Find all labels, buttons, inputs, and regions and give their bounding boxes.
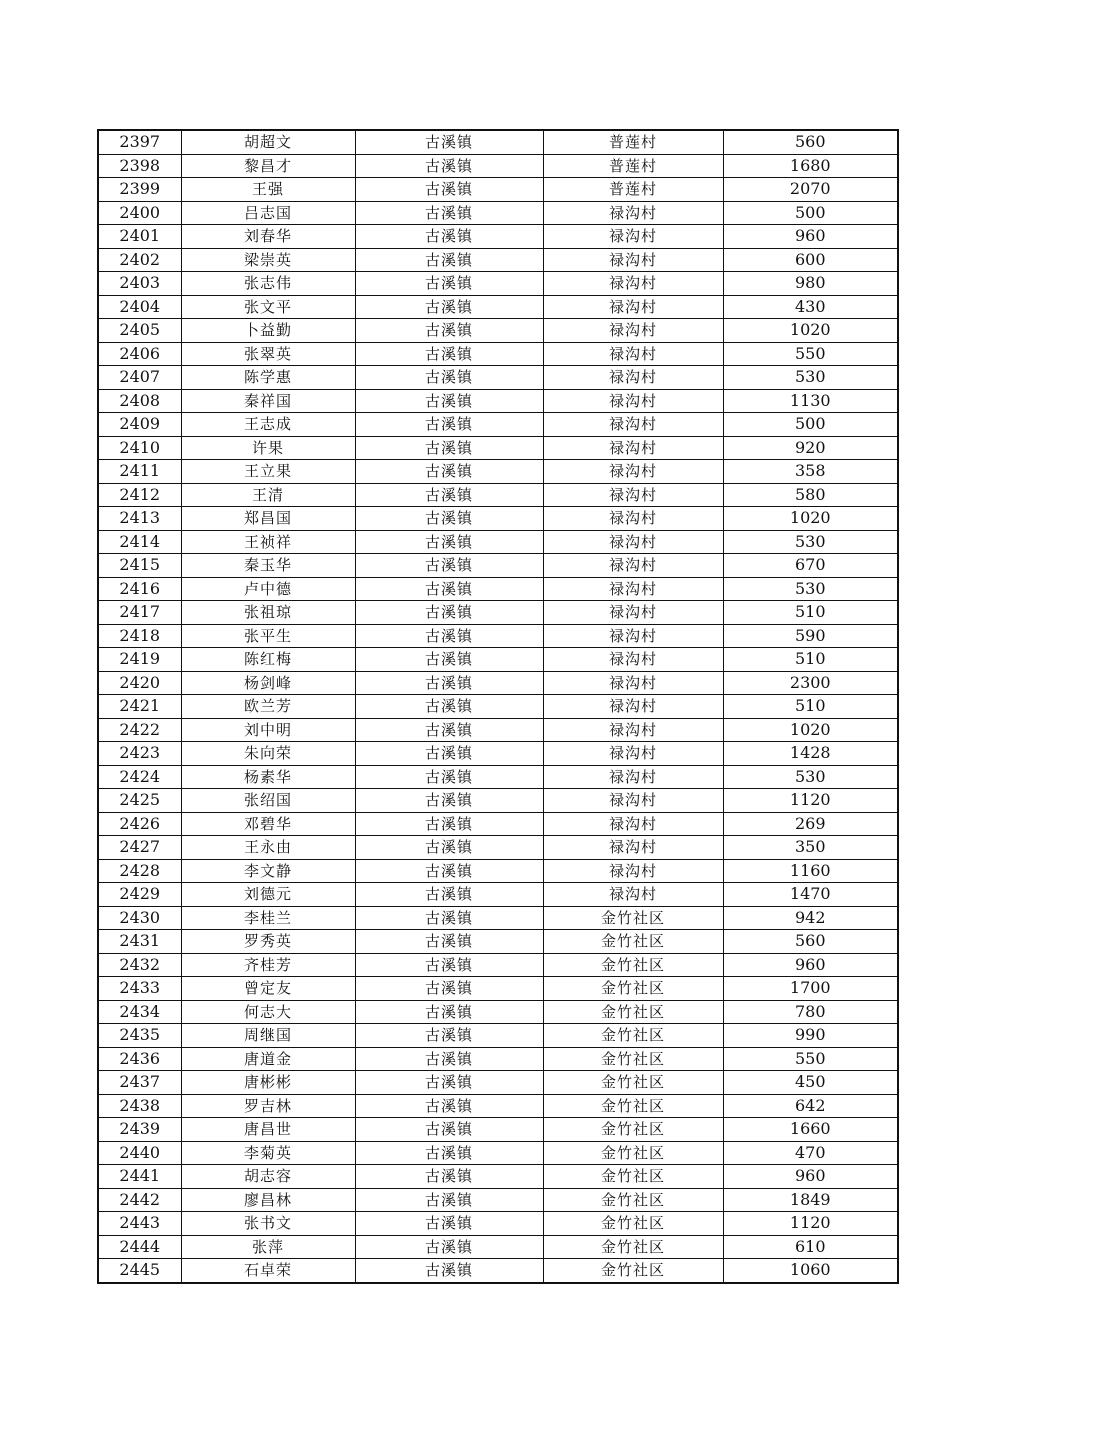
person-name-cell: 欧兰芳 (181, 695, 355, 719)
amount-cell: 1060 (723, 1259, 898, 1283)
table-row (98, 953, 898, 977)
person-name-cell: 何志大 (181, 1000, 355, 1024)
person-name-cell: 曾定友 (181, 977, 355, 1001)
row-number-cell: 2441 (98, 1165, 181, 1189)
table-row (98, 1259, 898, 1283)
table-row (98, 1000, 898, 1024)
person-name-cell: 廖昌林 (181, 1188, 355, 1212)
person-name-cell: 张萍 (181, 1235, 355, 1259)
village-cell: 普莲村 (543, 154, 723, 178)
town-cell: 古溪镇 (355, 789, 543, 813)
town-cell: 古溪镇 (355, 1000, 543, 1024)
table-row (98, 695, 898, 719)
village-cell: 金竹社区 (543, 930, 723, 954)
table-row (98, 201, 898, 225)
amount-cell: 942 (723, 906, 898, 930)
village-cell: 金竹社区 (543, 1141, 723, 1165)
amount-cell: 670 (723, 554, 898, 578)
town-cell: 古溪镇 (355, 507, 543, 531)
table-row (98, 319, 898, 343)
row-number-cell: 2421 (98, 695, 181, 719)
amount-cell: 980 (723, 272, 898, 296)
row-number-cell: 2418 (98, 624, 181, 648)
table-row (98, 812, 898, 836)
amount-cell: 500 (723, 413, 898, 437)
town-cell: 古溪镇 (355, 248, 543, 272)
person-name-cell: 王立果 (181, 460, 355, 484)
row-number-cell: 2410 (98, 436, 181, 460)
row-number-cell: 2427 (98, 836, 181, 860)
village-cell: 金竹社区 (543, 1000, 723, 1024)
amount-cell: 1660 (723, 1118, 898, 1142)
village-cell: 禄沟村 (543, 883, 723, 907)
table-row (98, 906, 898, 930)
town-cell: 古溪镇 (355, 718, 543, 742)
village-cell: 金竹社区 (543, 1047, 723, 1071)
row-number-cell: 2435 (98, 1024, 181, 1048)
town-cell: 古溪镇 (355, 577, 543, 601)
table-row (98, 389, 898, 413)
table-row (98, 225, 898, 249)
village-cell: 禄沟村 (543, 812, 723, 836)
amount-cell: 470 (723, 1141, 898, 1165)
row-number-cell: 2440 (98, 1141, 181, 1165)
town-cell: 古溪镇 (355, 601, 543, 625)
town-cell: 古溪镇 (355, 366, 543, 390)
town-cell: 古溪镇 (355, 130, 543, 154)
table-row (98, 836, 898, 860)
village-cell: 金竹社区 (543, 953, 723, 977)
row-number-cell: 2432 (98, 953, 181, 977)
person-name-cell: 石卓荣 (181, 1259, 355, 1283)
town-cell: 古溪镇 (355, 201, 543, 225)
person-name-cell: 梁崇英 (181, 248, 355, 272)
town-cell: 古溪镇 (355, 1024, 543, 1048)
village-cell: 禄沟村 (543, 366, 723, 390)
person-name-cell: 王志成 (181, 413, 355, 437)
table-row (98, 130, 898, 154)
table-row (98, 460, 898, 484)
person-name-cell: 罗吉林 (181, 1094, 355, 1118)
village-cell: 禄沟村 (543, 554, 723, 578)
roster-table (97, 129, 899, 1284)
town-cell: 古溪镇 (355, 671, 543, 695)
amount-cell: 600 (723, 248, 898, 272)
village-cell: 禄沟村 (543, 859, 723, 883)
town-cell: 古溪镇 (355, 1259, 543, 1283)
amount-cell: 560 (723, 930, 898, 954)
amount-cell: 500 (723, 201, 898, 225)
person-name-cell: 朱向荣 (181, 742, 355, 766)
town-cell: 古溪镇 (355, 1071, 543, 1095)
row-number-cell: 2417 (98, 601, 181, 625)
row-number-cell: 2403 (98, 272, 181, 296)
amount-cell: 530 (723, 765, 898, 789)
row-number-cell: 2402 (98, 248, 181, 272)
person-name-cell: 杨剑峰 (181, 671, 355, 695)
amount-cell: 2070 (723, 178, 898, 202)
town-cell: 古溪镇 (355, 1212, 543, 1236)
village-cell: 金竹社区 (543, 977, 723, 1001)
village-cell: 禄沟村 (543, 624, 723, 648)
row-number-cell: 2413 (98, 507, 181, 531)
table-row (98, 154, 898, 178)
town-cell: 古溪镇 (355, 812, 543, 836)
town-cell: 古溪镇 (355, 319, 543, 343)
table-row (98, 718, 898, 742)
row-number-cell: 2445 (98, 1259, 181, 1283)
table-row (98, 413, 898, 437)
table-row (98, 648, 898, 672)
row-number-cell: 2444 (98, 1235, 181, 1259)
row-number-cell: 2438 (98, 1094, 181, 1118)
row-number-cell: 2433 (98, 977, 181, 1001)
row-number-cell: 2414 (98, 530, 181, 554)
table-row (98, 178, 898, 202)
table-row (98, 1141, 898, 1165)
table-row (98, 1094, 898, 1118)
person-name-cell: 刘春华 (181, 225, 355, 249)
row-number-cell: 2424 (98, 765, 181, 789)
table-row (98, 1047, 898, 1071)
person-name-cell: 陈学惠 (181, 366, 355, 390)
town-cell: 古溪镇 (355, 1141, 543, 1165)
table-row (98, 1212, 898, 1236)
village-cell: 金竹社区 (543, 1118, 723, 1142)
table-row (98, 507, 898, 531)
village-cell: 金竹社区 (543, 1094, 723, 1118)
village-cell: 禄沟村 (543, 436, 723, 460)
amount-cell: 450 (723, 1071, 898, 1095)
amount-cell: 510 (723, 648, 898, 672)
person-name-cell: 唐彬彬 (181, 1071, 355, 1095)
row-number-cell: 2426 (98, 812, 181, 836)
row-number-cell: 2407 (98, 366, 181, 390)
row-number-cell: 2436 (98, 1047, 181, 1071)
amount-cell: 550 (723, 342, 898, 366)
town-cell: 古溪镇 (355, 154, 543, 178)
person-name-cell: 王祯祥 (181, 530, 355, 554)
town-cell: 古溪镇 (355, 530, 543, 554)
table-row (98, 1118, 898, 1142)
town-cell: 古溪镇 (355, 272, 543, 296)
table-row (98, 930, 898, 954)
town-cell: 古溪镇 (355, 1094, 543, 1118)
table-row (98, 1165, 898, 1189)
town-cell: 古溪镇 (355, 483, 543, 507)
row-number-cell: 2416 (98, 577, 181, 601)
amount-cell: 269 (723, 812, 898, 836)
table-row (98, 1071, 898, 1095)
village-cell: 禄沟村 (543, 601, 723, 625)
town-cell: 古溪镇 (355, 765, 543, 789)
table-row (98, 342, 898, 366)
row-number-cell: 2425 (98, 789, 181, 813)
village-cell: 金竹社区 (543, 1188, 723, 1212)
amount-cell: 550 (723, 1047, 898, 1071)
town-cell: 古溪镇 (355, 295, 543, 319)
amount-cell: 2300 (723, 671, 898, 695)
table-row (98, 601, 898, 625)
amount-cell: 780 (723, 1000, 898, 1024)
person-name-cell: 杨素华 (181, 765, 355, 789)
row-number-cell: 2423 (98, 742, 181, 766)
row-number-cell: 2429 (98, 883, 181, 907)
row-number-cell: 2437 (98, 1071, 181, 1095)
town-cell: 古溪镇 (355, 859, 543, 883)
table-row (98, 483, 898, 507)
amount-cell: 510 (723, 695, 898, 719)
person-name-cell: 许果 (181, 436, 355, 460)
village-cell: 禄沟村 (543, 295, 723, 319)
village-cell: 禄沟村 (543, 201, 723, 225)
amount-cell: 1120 (723, 1212, 898, 1236)
amount-cell: 530 (723, 577, 898, 601)
table-row (98, 977, 898, 1001)
amount-cell: 580 (723, 483, 898, 507)
town-cell: 古溪镇 (355, 436, 543, 460)
table-row (98, 1235, 898, 1259)
row-number-cell: 2400 (98, 201, 181, 225)
town-cell: 古溪镇 (355, 906, 543, 930)
row-number-cell: 2415 (98, 554, 181, 578)
amount-cell: 1130 (723, 389, 898, 413)
row-number-cell: 2443 (98, 1212, 181, 1236)
amount-cell: 510 (723, 601, 898, 625)
town-cell: 古溪镇 (355, 342, 543, 366)
town-cell: 古溪镇 (355, 460, 543, 484)
amount-cell: 430 (723, 295, 898, 319)
town-cell: 古溪镇 (355, 389, 543, 413)
village-cell: 禄沟村 (543, 718, 723, 742)
village-cell: 禄沟村 (543, 248, 723, 272)
town-cell: 古溪镇 (355, 413, 543, 437)
person-name-cell: 黎昌才 (181, 154, 355, 178)
village-cell: 金竹社区 (543, 1212, 723, 1236)
amount-cell: 960 (723, 953, 898, 977)
person-name-cell: 张翠英 (181, 342, 355, 366)
person-name-cell: 李文静 (181, 859, 355, 883)
row-number-cell: 2419 (98, 648, 181, 672)
person-name-cell: 王永由 (181, 836, 355, 860)
village-cell: 普莲村 (543, 178, 723, 202)
village-cell: 禄沟村 (543, 319, 723, 343)
amount-cell: 1680 (723, 154, 898, 178)
village-cell: 金竹社区 (543, 1071, 723, 1095)
person-name-cell: 刘中明 (181, 718, 355, 742)
town-cell: 古溪镇 (355, 883, 543, 907)
amount-cell: 1020 (723, 319, 898, 343)
person-name-cell: 周继国 (181, 1024, 355, 1048)
village-cell: 禄沟村 (543, 342, 723, 366)
person-name-cell: 胡超文 (181, 130, 355, 154)
row-number-cell: 2398 (98, 154, 181, 178)
table-row (98, 577, 898, 601)
person-name-cell: 张志伟 (181, 272, 355, 296)
amount-cell: 590 (723, 624, 898, 648)
row-number-cell: 2439 (98, 1118, 181, 1142)
amount-cell: 1700 (723, 977, 898, 1001)
table-row (98, 789, 898, 813)
row-number-cell: 2430 (98, 906, 181, 930)
person-name-cell: 唐道金 (181, 1047, 355, 1071)
row-number-cell: 2401 (98, 225, 181, 249)
village-cell: 禄沟村 (543, 577, 723, 601)
amount-cell: 358 (723, 460, 898, 484)
person-name-cell: 张祖琼 (181, 601, 355, 625)
table-row (98, 554, 898, 578)
person-name-cell: 卢中德 (181, 577, 355, 601)
village-cell: 禄沟村 (543, 836, 723, 860)
table-row (98, 671, 898, 695)
amount-cell: 920 (723, 436, 898, 460)
person-name-cell: 李菊英 (181, 1141, 355, 1165)
town-cell: 古溪镇 (355, 554, 543, 578)
person-name-cell: 李桂兰 (181, 906, 355, 930)
person-name-cell: 邓碧华 (181, 812, 355, 836)
village-cell: 禄沟村 (543, 413, 723, 437)
town-cell: 古溪镇 (355, 1047, 543, 1071)
row-number-cell: 2428 (98, 859, 181, 883)
amount-cell: 960 (723, 1165, 898, 1189)
amount-cell: 1160 (723, 859, 898, 883)
row-number-cell: 2442 (98, 1188, 181, 1212)
village-cell: 金竹社区 (543, 1235, 723, 1259)
person-name-cell: 秦玉华 (181, 554, 355, 578)
amount-cell: 1470 (723, 883, 898, 907)
person-name-cell: 张平生 (181, 624, 355, 648)
person-name-cell: 王强 (181, 178, 355, 202)
person-name-cell: 刘德元 (181, 883, 355, 907)
table-row (98, 1024, 898, 1048)
village-cell: 禄沟村 (543, 648, 723, 672)
village-cell: 禄沟村 (543, 530, 723, 554)
row-number-cell: 2411 (98, 460, 181, 484)
amount-cell: 642 (723, 1094, 898, 1118)
village-cell: 禄沟村 (543, 671, 723, 695)
table-row (98, 530, 898, 554)
document-page (97, 129, 897, 1284)
village-cell: 禄沟村 (543, 507, 723, 531)
person-name-cell: 卜益勤 (181, 319, 355, 343)
amount-cell: 560 (723, 130, 898, 154)
table-row (98, 765, 898, 789)
village-cell: 禄沟村 (543, 742, 723, 766)
person-name-cell: 胡志容 (181, 1165, 355, 1189)
person-name-cell: 陈红梅 (181, 648, 355, 672)
row-number-cell: 2422 (98, 718, 181, 742)
town-cell: 古溪镇 (355, 1165, 543, 1189)
village-cell: 禄沟村 (543, 460, 723, 484)
amount-cell: 990 (723, 1024, 898, 1048)
village-cell: 禄沟村 (543, 225, 723, 249)
row-number-cell: 2406 (98, 342, 181, 366)
village-cell: 禄沟村 (543, 765, 723, 789)
village-cell: 禄沟村 (543, 695, 723, 719)
town-cell: 古溪镇 (355, 225, 543, 249)
row-number-cell: 2405 (98, 319, 181, 343)
table-row (98, 859, 898, 883)
row-number-cell: 2420 (98, 671, 181, 695)
town-cell: 古溪镇 (355, 930, 543, 954)
table-row (98, 366, 898, 390)
amount-cell: 350 (723, 836, 898, 860)
town-cell: 古溪镇 (355, 624, 543, 648)
person-name-cell: 张绍国 (181, 789, 355, 813)
row-number-cell: 2397 (98, 130, 181, 154)
person-name-cell: 秦祥国 (181, 389, 355, 413)
village-cell: 金竹社区 (543, 1165, 723, 1189)
person-name-cell: 张文平 (181, 295, 355, 319)
amount-cell: 1020 (723, 718, 898, 742)
amount-cell: 1120 (723, 789, 898, 813)
amount-cell: 530 (723, 530, 898, 554)
amount-cell: 1020 (723, 507, 898, 531)
town-cell: 古溪镇 (355, 1235, 543, 1259)
person-name-cell: 郑昌国 (181, 507, 355, 531)
person-name-cell: 王清 (181, 483, 355, 507)
village-cell: 禄沟村 (543, 272, 723, 296)
person-name-cell: 吕志国 (181, 201, 355, 225)
table-row (98, 742, 898, 766)
town-cell: 古溪镇 (355, 178, 543, 202)
town-cell: 古溪镇 (355, 836, 543, 860)
table-row (98, 883, 898, 907)
table-row (98, 1188, 898, 1212)
amount-cell: 610 (723, 1235, 898, 1259)
town-cell: 古溪镇 (355, 648, 543, 672)
village-cell: 禄沟村 (543, 789, 723, 813)
village-cell: 金竹社区 (543, 906, 723, 930)
roster-table-body (98, 130, 898, 1283)
amount-cell: 1428 (723, 742, 898, 766)
row-number-cell: 2404 (98, 295, 181, 319)
table-row (98, 624, 898, 648)
row-number-cell: 2434 (98, 1000, 181, 1024)
town-cell: 古溪镇 (355, 1118, 543, 1142)
amount-cell: 1849 (723, 1188, 898, 1212)
person-name-cell: 齐桂芳 (181, 953, 355, 977)
person-name-cell: 张书文 (181, 1212, 355, 1236)
table-row (98, 295, 898, 319)
village-cell: 金竹社区 (543, 1024, 723, 1048)
person-name-cell: 唐昌世 (181, 1118, 355, 1142)
row-number-cell: 2409 (98, 413, 181, 437)
amount-cell: 960 (723, 225, 898, 249)
row-number-cell: 2412 (98, 483, 181, 507)
table-row (98, 436, 898, 460)
village-cell: 金竹社区 (543, 1259, 723, 1283)
village-cell: 禄沟村 (543, 483, 723, 507)
table-row (98, 272, 898, 296)
village-cell: 禄沟村 (543, 389, 723, 413)
town-cell: 古溪镇 (355, 695, 543, 719)
town-cell: 古溪镇 (355, 977, 543, 1001)
table-row (98, 248, 898, 272)
row-number-cell: 2431 (98, 930, 181, 954)
amount-cell: 530 (723, 366, 898, 390)
town-cell: 古溪镇 (355, 1188, 543, 1212)
person-name-cell: 罗秀英 (181, 930, 355, 954)
town-cell: 古溪镇 (355, 953, 543, 977)
village-cell: 普莲村 (543, 130, 723, 154)
town-cell: 古溪镇 (355, 742, 543, 766)
row-number-cell: 2399 (98, 178, 181, 202)
row-number-cell: 2408 (98, 389, 181, 413)
